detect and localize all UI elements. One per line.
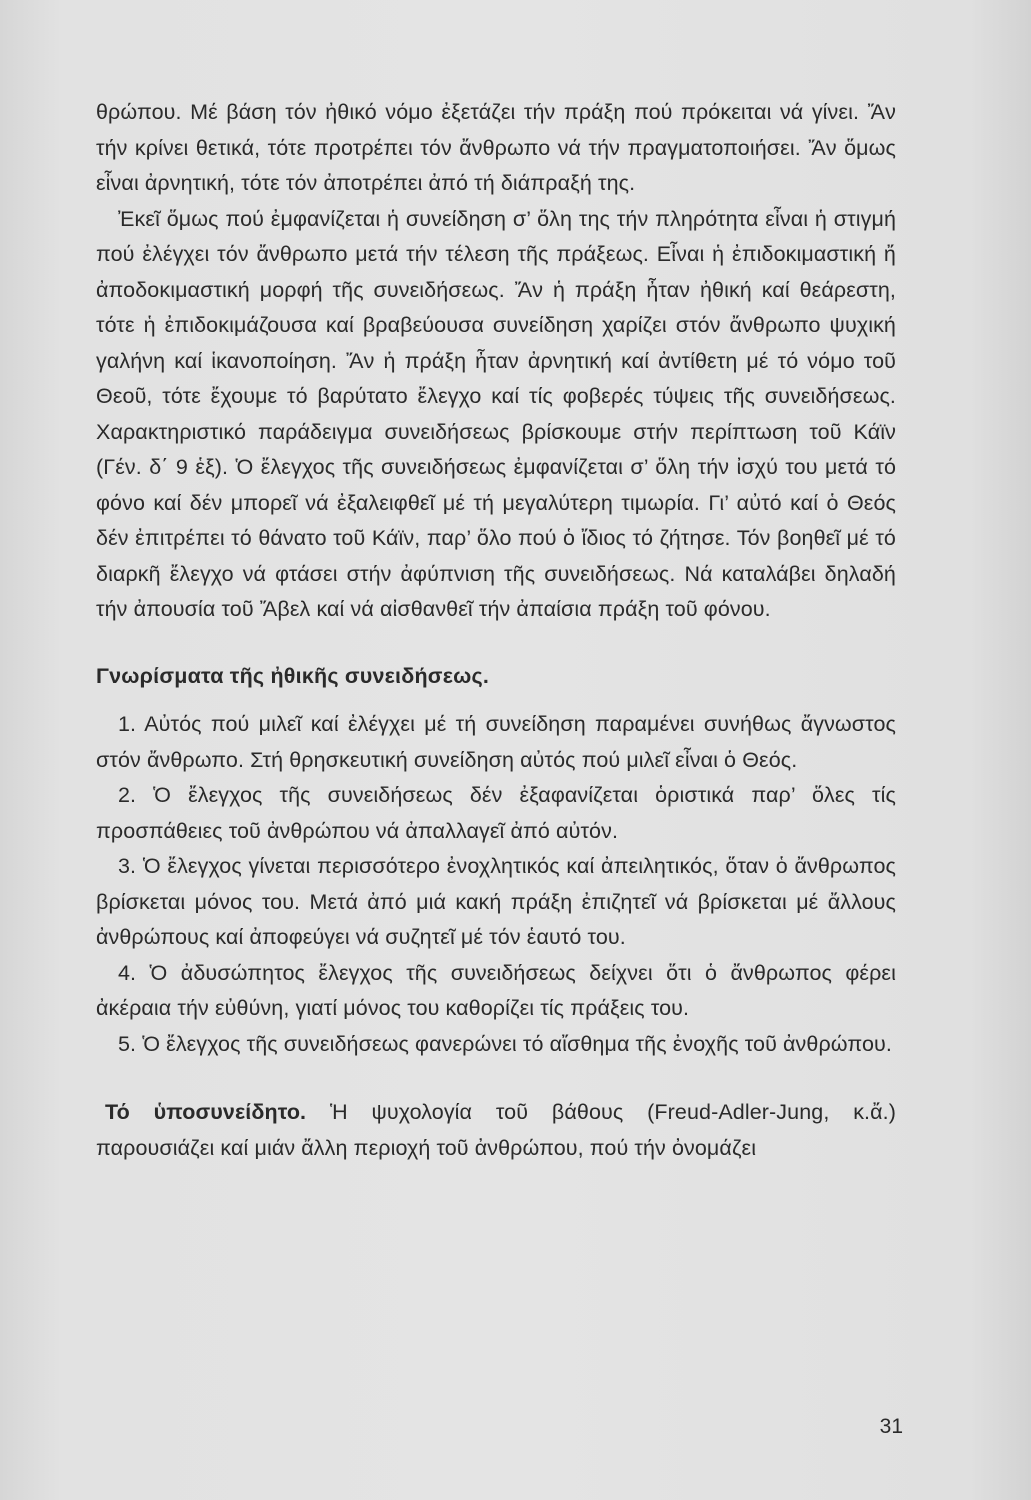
list-item: 2. Ὁ ἔλεγχος τῆς συνειδήσεως δέν ἐξαφανίζεται ὁριστικά παρ’ ὅλες τίς προσπάθειες τοῦ ἀνθρώπου νά ἀπαλλαγεῖ ἀπό αὐτόν. bbox=[96, 783, 896, 843]
page-number: 31 bbox=[879, 1415, 903, 1438]
list-item: 4. Ὁ ἀδυσώπητος ἔλεγχος τῆς συνειδήσεως δείχνει ὅτι ὁ ἄνθρωπος φέρει ἀκέραια τήν εὐθύνη, γιατί μόνος του καθορίζει τίς πράξεις του. bbox=[96, 960, 896, 1020]
paragraph-subconscious bbox=[96, 1095, 896, 1166]
page-body bbox=[96, 95, 896, 1166]
list-item: 3. Ὁ ἔλεγχος γίνεται περισσότερο ἐνοχλητικός καί ἀπειλητικός, ὅταν ὁ ἄνθρωπος βρίσκεται μόνος του. Μετά ἀπό μιά κακή πράξη ἐπιζητεῖ νά βρίσκεται μέ ἄλλους ἀνθρώπους καί ἀποφεύγει νά συζητεῖ μέ τόν ἑαυτό του. bbox=[96, 854, 896, 949]
list-item: 1. Αὐτός πού μιλεῖ καί ἐλέγχει μέ τή συνείδηση παραμένει συνήθως ἄγνωστος στόν ἄνθρωπο. Στή θρησκευτική συνείδηση αὐτός πού μιλεῖ εἶναι ὁ Θεός. bbox=[96, 712, 896, 772]
section-heading: Γνωρίσματα τῆς ἠθικῆς συνειδήσεως. bbox=[96, 663, 490, 688]
paragraph-continuation: θρώπου. Μέ βάση τόν ἠθικό νόμο ἐξετάζει τήν πράξη πού πρόκειται νά γίνει. Ἄν τήν κρίνει θετικά, τότε προτρέπει τόν ἄνθρωπο νά τήν πραγματοποιήσει. Ἄν ὅμως εἶναι ἀρνητική, τότε τόν ἀποτρέπει ἀπό τή διάπραξή της. bbox=[96, 100, 896, 195]
subconscious-lead: Τό ὑποσυνείδητο. bbox=[105, 1100, 307, 1124]
subconscious-text: Ἡ ψυχολογία τοῦ βάθους (Freud-Adler-Jung, κ.ἄ.) παρουσιάζει καί μιάν ἄλλη περιοχή τοῦ ἀνθρώπου, πού τήν ὀνομάζει bbox=[96, 1100, 896, 1160]
paragraph-conscience-control: Ἐκεῖ ὅμως πού ἐμφανίζεται ἡ συνείδηση σ’ ὅλη της τήν πληρότητα εἶναι ἡ στιγμή πού ἐλέγχει τόν ἄνθρωπο μετά τήν τέλεση τῆς πράξεως. Εἶναι ἡ ἐπιδοκιμαστική ἤ ἀποδοκιμαστική μορφή τῆς συνειδήσεως. Ἄν ἡ πράξη ἦταν ἠθική καί θεάρεστη, τότε ἡ ἐπιδοκιμάζουσα καί βραβεύουσα συνείδηση χαρίζει στόν ἄνθρωπο ψυχική γαλήνη καί ἱκανοποίηση. Ἄν ἡ πράξη ἦταν ἀρνητική καί ἀντίθετη μέ τό νόμο τοῦ Θεοῦ, τότε ἔχουμε τό βαρύτατο ἔλεγχο καί τίς φοβερές τύψεις τῆς συνειδήσεως. Χαρακτηριστικό παράδειγμα συνειδήσεως βρίσκουμε στήν περίπτωση τοῦ Κάϊν (Γέν. δ΄ 9 ἑξ). Ὁ ἔλεγχος τῆς συνειδήσεως ἐμφανίζεται σ’ ὅλη τήν ἰσχύ του μετά τό φόνο καί δέν μπορεῖ νά ἐξαλειφθεῖ μέ τή μεγαλύτερη τιμωρία. Γι’ αὐτό καί ὁ Θεός δέν ἐπιτρέπει τό θάνατο τοῦ Κάϊν, παρ’ ὅλο πού ὁ ἴδιος τό ζήτησε. Τόν βοηθεῖ μέ τό διαρκῆ ἔλεγχο νά φτάσει στήν ἀφύπνιση τῆς συνειδήσεως. Νά καταλάβει δηλαδή τήν ἀπουσία τοῦ Ἄβελ καί νά αἰσθανθεῖ τήν ἀπαίσια πράξη τοῦ φόνου. bbox=[96, 206, 896, 621]
list-item: 5. Ὁ ἔλεγχος τῆς συνειδήσεως φανερώνει τό αἴσθημα τῆς ἐνοχῆς τοῦ ἀνθρώπου. bbox=[118, 1031, 892, 1056]
